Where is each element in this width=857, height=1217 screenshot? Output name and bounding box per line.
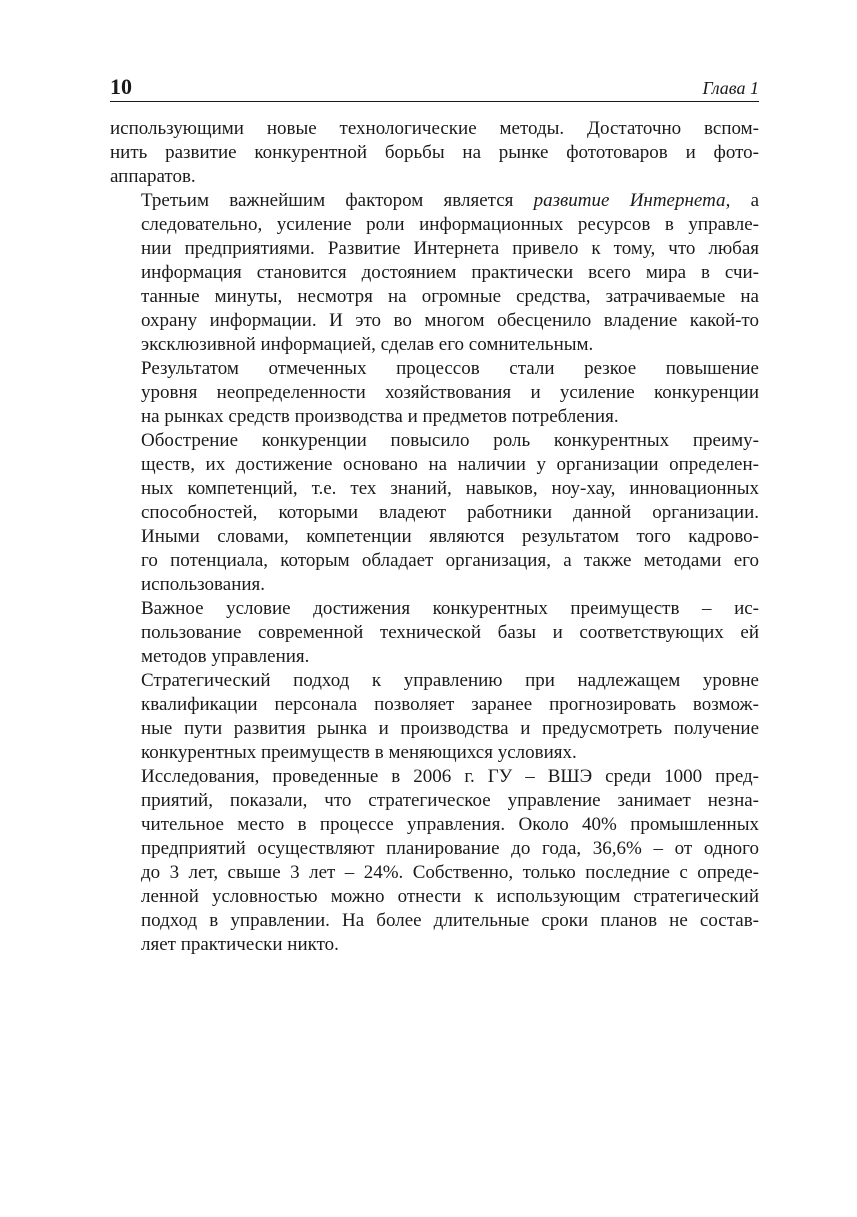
text-line: ленной условностью можно отнести к использующим стратегический (141, 886, 759, 907)
text-line: на рынках средств производства и предметов потребления. (141, 406, 619, 427)
text-line: способностей, которыми владеют работники данной организации. (141, 502, 759, 523)
text-line: конкурентных преимуществ в меняющихся условиях. (141, 742, 577, 763)
text-line: квалификации персонала позволяет заранее прогнозировать возмож- (141, 694, 759, 715)
text-line (110, 189, 759, 213)
page-number: 10 (110, 74, 132, 99)
text-line: предприятий осуществляют планирование до года, 36,6% – от одного (141, 838, 759, 859)
text-line: эксклюзивной информацией, сделав его сомнительным. (141, 334, 594, 355)
text-line: Исследования, проведенные в 2006 г. ГУ – ВШЭ среди 1000 пред- (141, 766, 759, 787)
text-line: Результатом отмеченных процессов стали резкое повышение (141, 358, 759, 379)
paragraph (110, 597, 759, 669)
text-line: ляет практически никто. (141, 934, 339, 955)
text-line: охрану информации. И это во многом обесценило владение какой-то (141, 310, 759, 331)
paragraph (110, 117, 759, 189)
text-line: ные пути развития рынка и производства и предусмотреть получение (141, 718, 759, 739)
book-page (110, 70, 759, 957)
text-line: Иными словами, компетенции являются результатом того кадрово- (141, 526, 759, 547)
paragraph (110, 765, 759, 957)
text-line: ществ, их достижение основано на наличии у организации определен- (141, 454, 759, 475)
emphasis-text: развитие Интернета (533, 190, 726, 211)
paragraph (110, 189, 759, 357)
text-line: информация становится достоянием практически всего мира в счи- (141, 262, 759, 283)
text-line: следовательно, усиление роли информационных ресурсов в управле- (141, 214, 759, 235)
chapter-title: Глава 1 (702, 78, 759, 98)
text-run: Третьим важнейшим фактором является (141, 190, 534, 211)
text-line: танные минуты, несмотря на огромные средства, затрачиваемые на (141, 286, 759, 307)
text-line: использования. (141, 574, 266, 595)
text-line: Стратегический подход к управлению при надлежащем уровне (141, 670, 759, 691)
text-line: подход в управлении. На более длительные сроки планов не состав- (141, 910, 759, 931)
text-line: методов управления. (141, 646, 310, 667)
text-line: уровня неопределенности хозяйствования и усиление конкуренции (141, 382, 759, 403)
text-line: нить развитие конкурентной борьбы на рынке фототоваров и фото- (110, 142, 759, 163)
text-line: приятий, показали, что стратегическое управление занимает незна- (141, 790, 759, 811)
text-line: аппаратов. (110, 166, 196, 187)
text-line: до 3 лет, свыше 3 лет – 24%. Собственно, только последние с опреде- (141, 862, 759, 883)
text-line: Важное условие достижения конкурентных преимуществ – ис- (141, 598, 759, 619)
text-line: Обострение конкуренции повысило роль конкурентных преиму- (141, 430, 759, 451)
body-text (110, 117, 759, 957)
paragraph (110, 429, 759, 597)
text-line: нии предприятиями. Развитие Интернета привело к тому, что любая (141, 238, 759, 259)
text-run: , а (725, 190, 759, 211)
text-line: чительное место в процессе управления. Около 40% промышленных (141, 814, 759, 835)
text-line: ных компетенций, т.е. тех знаний, навыков, ноу-хау, инновационных (141, 478, 759, 499)
text-line: го потенциала, которым обладает организация, а также методами его (141, 550, 759, 571)
running-header (110, 70, 759, 102)
paragraph (110, 357, 759, 429)
text-line: пользование современной технической базы и соответствующих ей (141, 622, 759, 643)
text-line: использующими новые технологические методы. Достаточно вспом- (110, 118, 759, 139)
paragraph (110, 669, 759, 765)
